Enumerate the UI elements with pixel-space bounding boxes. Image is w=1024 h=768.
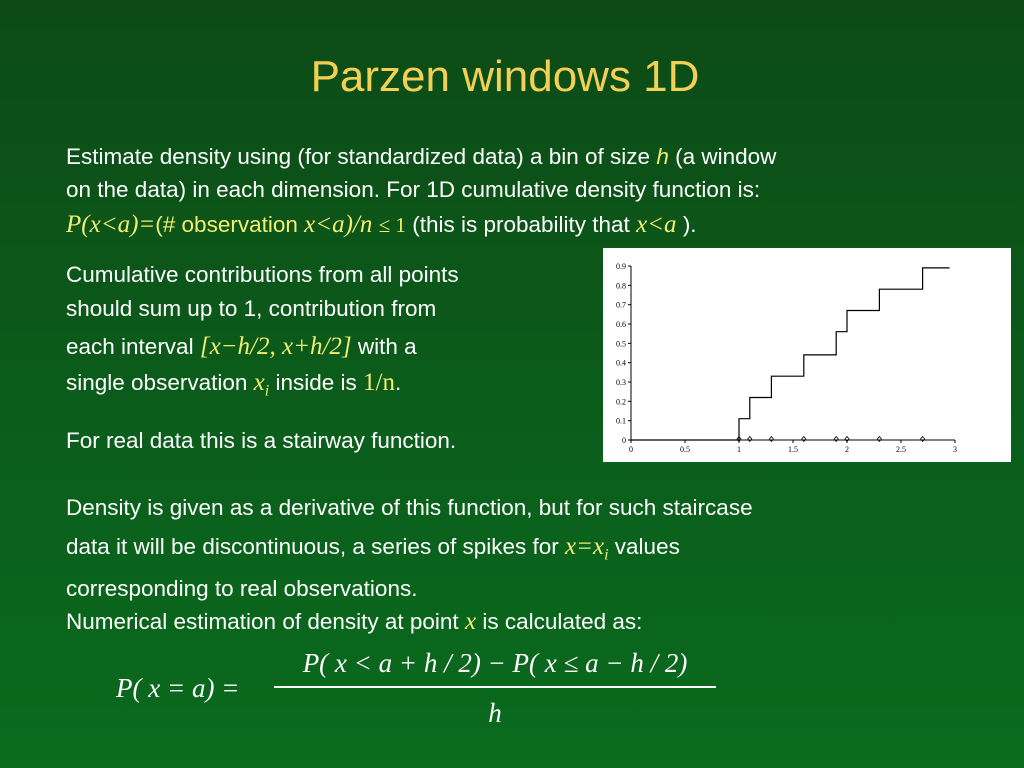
math-x-point: x (464, 608, 477, 635)
intro-text-tail: (a window (675, 144, 777, 169)
period: . (394, 370, 402, 395)
x-tick-label: 2 (845, 445, 849, 454)
x-tick-label: 2.5 (896, 445, 906, 454)
x-tick-label: 0 (629, 445, 633, 454)
math-xa: x<a (304, 211, 345, 238)
math-eq-sub: i (604, 546, 609, 564)
paragraph-numerical (66, 605, 642, 638)
numerical-text-b: is calculated as: (482, 609, 643, 634)
math-expr: (x<a)= (81, 211, 156, 238)
paragraph-stairway: For real data this is a stairway function. (66, 428, 457, 453)
y-tick-label: 0.6 (616, 320, 626, 329)
paragraph-density (66, 491, 966, 605)
fraction-bar (274, 686, 716, 688)
density-line-3: corresponding to real observations. (66, 575, 418, 601)
y-tick-label: 0 (622, 436, 626, 445)
chart-box (603, 248, 1011, 462)
intro-line-2: on the data) in each dimension. For 1D cumulative density function is: (66, 177, 761, 202)
math-xa-2: x<a (636, 211, 677, 238)
math-P: P (66, 211, 82, 238)
y-tick-label: 0.7 (616, 300, 626, 310)
y-tick-label: 0.4 (616, 358, 626, 368)
y-tick-label: 0.5 (616, 339, 626, 349)
formula-numerator: P( x < a + h / 2) − P( x ≤ a − h / 2) (302, 648, 688, 678)
cumul-line-1: Cumulative contributions from all points (66, 262, 459, 287)
y-tick-label: 0.2 (616, 397, 626, 407)
slide-title: Parzen windows 1D (310, 52, 700, 101)
x-tick-label: 3 (953, 445, 957, 454)
y-tick-label: 0.1 (616, 416, 626, 426)
observation-marker (802, 437, 806, 442)
cumul-line-2: should sum up to 1, contribution from (66, 296, 437, 321)
density-text: data it will be discontinuous, a series of spikes for (66, 534, 559, 559)
formula (116, 648, 726, 738)
cumul-text-b: with a (357, 334, 417, 359)
formula-lhs: P( x = a) = (116, 673, 240, 703)
density-line-2 (66, 530, 966, 572)
math-x: x (253, 369, 265, 396)
cumul-text-inside: inside is (275, 370, 357, 395)
paragraph-intro (66, 140, 986, 242)
observation-marker (748, 437, 752, 442)
observation-marker (769, 437, 773, 442)
y-tick-label: 0.8 (616, 281, 626, 291)
density-line-1: Density is given as a derivative of this function, but for such staircase (66, 495, 753, 520)
math-eq: x=x (565, 533, 605, 560)
intro-prob-text: (this is probability that (412, 212, 630, 237)
paragraph-cumulative (66, 258, 596, 409)
math-sub-i: i (264, 382, 270, 400)
intro-line-1 (66, 140, 986, 173)
x-tick-label: 0.5 (680, 445, 690, 454)
cdf-step-line (631, 268, 950, 440)
observation-marker (877, 437, 881, 442)
x-tick-label: 1 (737, 445, 741, 454)
cumul-line-3 (66, 330, 596, 364)
x-tick-label: 1.5 (788, 445, 798, 454)
intro-line-3 (66, 208, 986, 242)
math-obs: (# observation (155, 212, 298, 237)
intro-end: ). (682, 212, 697, 237)
observation-marker (834, 437, 838, 442)
y-tick-label: 0.9 (616, 262, 626, 271)
y-tick-label: 0.3 (616, 378, 626, 387)
math-frac: 1/n (363, 369, 395, 396)
observation-marker (921, 437, 925, 442)
math-interval: [x−h/2, x+h/2] (199, 333, 352, 360)
var-h: h (656, 144, 669, 169)
cumul-text-obs: single observation (66, 370, 248, 395)
math-div: )/n (344, 211, 373, 238)
cumul-line-4 (66, 366, 596, 409)
numerical-text: Numerical estimation of density at point (66, 609, 459, 634)
math-le: ≤ 1 (378, 213, 406, 237)
intro-text: Estimate density using (for standardized data) a bin of size (66, 144, 651, 169)
formula-denominator: h (488, 698, 502, 728)
cumul-text: each interval (66, 334, 194, 359)
cdf-step-chart (603, 248, 1011, 462)
density-text-b: values (614, 534, 680, 559)
